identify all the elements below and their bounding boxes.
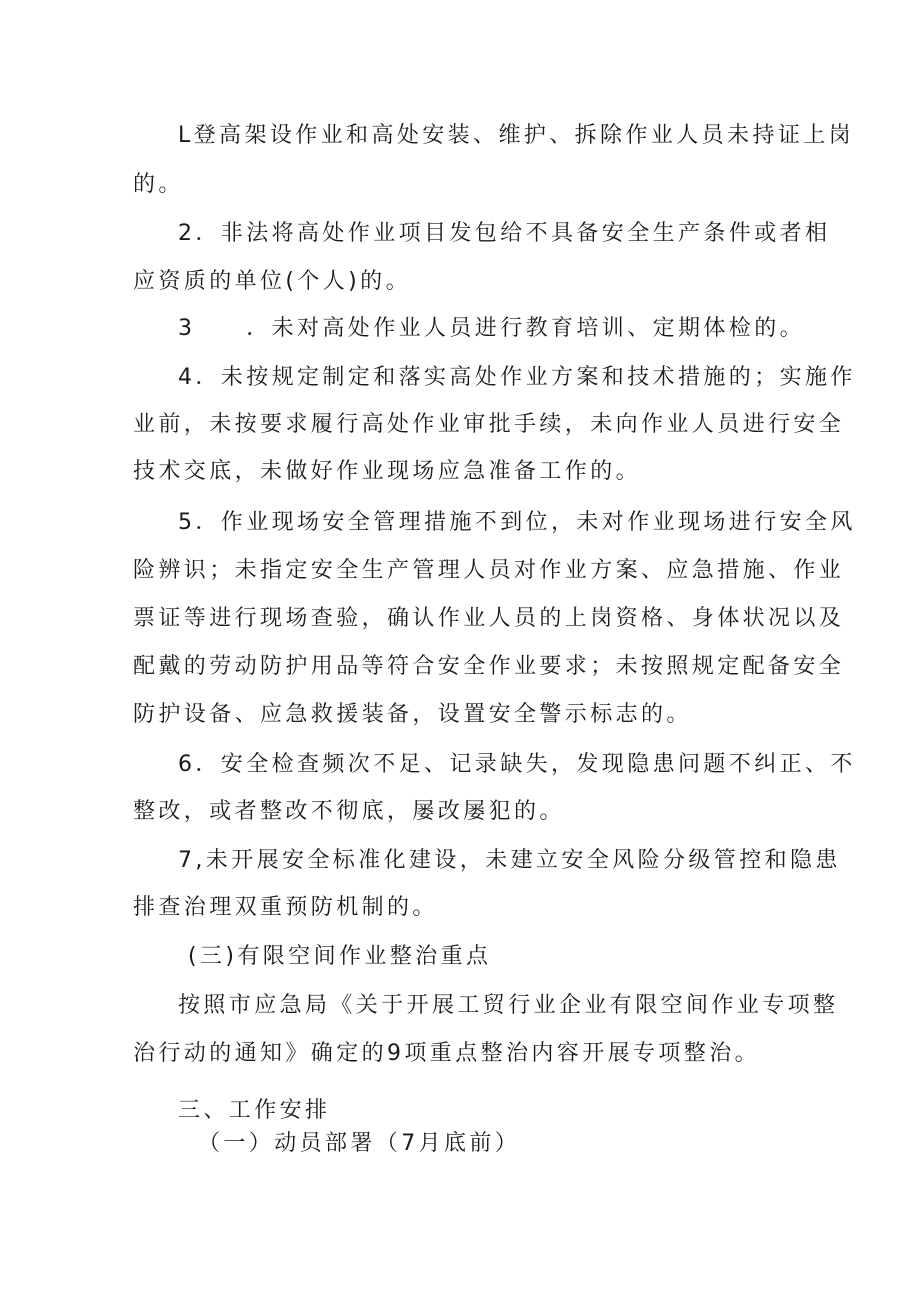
item-7-line-1: 7,未开展安全标准化建设，未建立安全风险分级管控和隐患 <box>178 848 841 873</box>
item-5-line-5: 防护设备、应急救援装备，设置安全警示标志的。 <box>133 702 692 727</box>
item-5-line-3: 票证等进行现场查验，确认作业人员的上岗资格、身体状况以及 <box>133 606 845 631</box>
confined-space-line-1: 按照市应急局《关于开展工贸行业企业有限空间作业专项整 <box>178 993 839 1018</box>
item-5-line-4: 配戴的劳动防护用品等符合安全作业要求；未按照规定配备安全 <box>133 654 845 679</box>
item-5-line-1: 5．作业现场安全管理措施不到位，未对作业现场进行安全风 <box>178 510 856 535</box>
section-heading-work-arrangement: 三、工作安排 <box>178 1098 331 1123</box>
item-2-line-1: 2．非法将高处作业项目发包给不具备安全生产条件或者相 <box>178 221 831 246</box>
item-4-line-3: 技术交底，未做好作业现场应急准备工作的。 <box>133 459 642 484</box>
item-1-line-2: 的。 <box>133 172 184 197</box>
confined-space-line-2: 治行动的通知》确定的9项重点整治内容开展专项整治。 <box>133 1041 760 1066</box>
item-5-line-2: 险辨识；未指定安全生产管理人员对作业方案、应急措施、作业 <box>133 558 845 583</box>
item-6-line-1: 6．安全检查频次不足、记录缺失，发现隐患问题不纠正、不 <box>178 752 856 777</box>
item-4-line-1: 4．未按规定制定和落实高处作业方案和技术措施的；实施作 <box>178 365 856 390</box>
item-1-line-1: L登高架设作业和高处安装、维护、拆除作业人员未持证上岗 <box>178 123 855 148</box>
item-4-line-2: 业前，未按要求履行高处作业审批手续，未向作业人员进行安全 <box>133 412 845 437</box>
subsection-heading-mobilization: （一）动员部署（7月底前） <box>198 1131 521 1156</box>
section-heading-confined-space: (三)有限空间作业整治重点 <box>188 944 492 969</box>
item-3-line-1: 3 ．未对高处作业人员进行教育培训、定期体检的。 <box>178 316 805 341</box>
item-6-line-2: 整改，或者整改不彻底，屡改屡犯的。 <box>133 799 565 824</box>
item-7-line-2: 排查治理双重预防机制的。 <box>133 895 438 920</box>
item-2-line-2: 应资质的单位(个人)的。 <box>133 269 411 294</box>
